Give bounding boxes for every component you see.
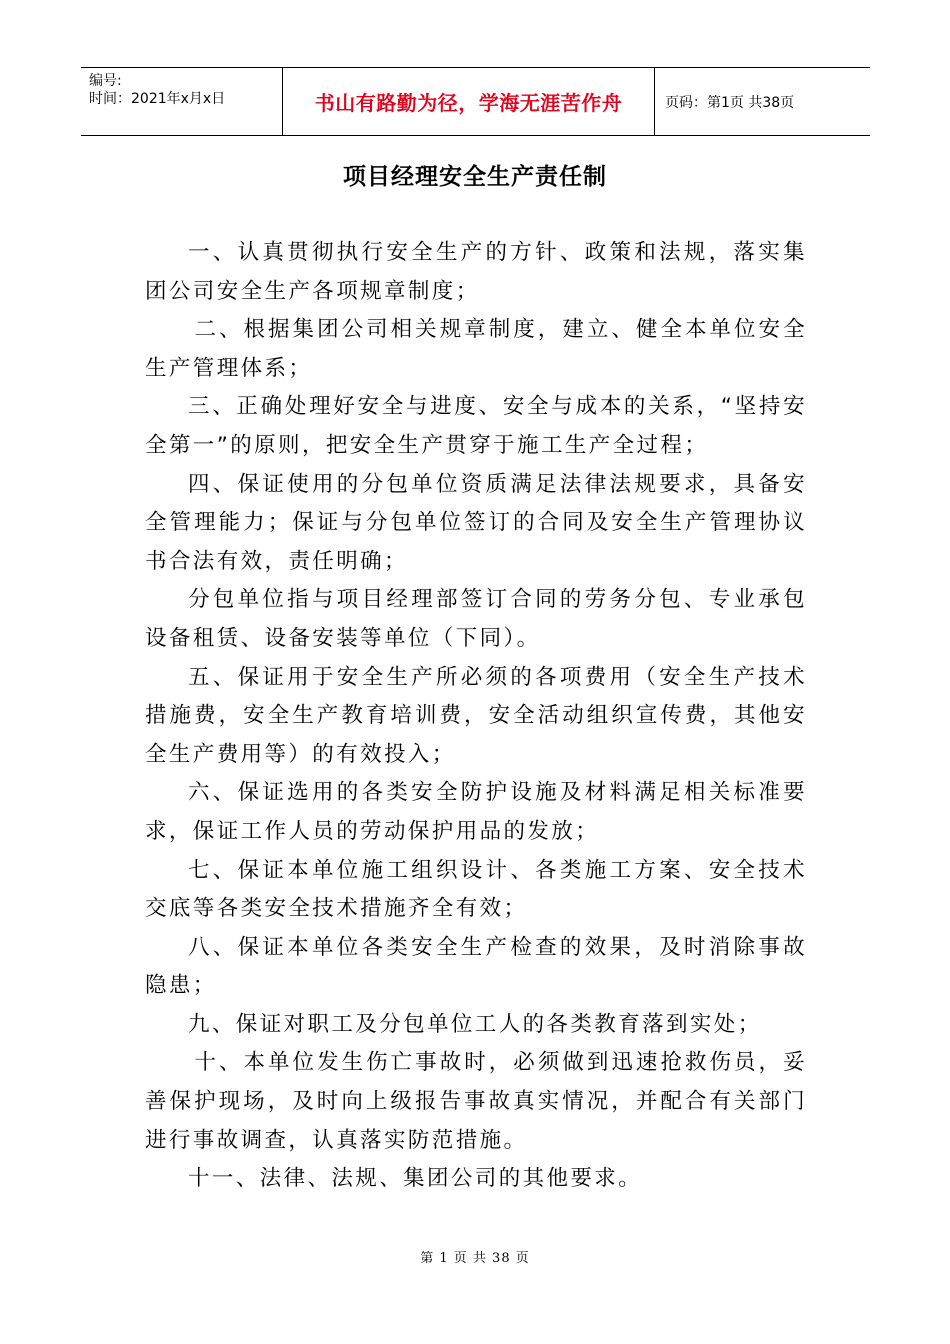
document-body — [145, 234, 807, 1199]
header-motto: 书山有路勤为径，学海无涯苦作舟 — [314, 91, 623, 115]
page-header — [81, 67, 870, 136]
paragraph-7: 七、保证本单位施工组织设计、各类施工方案、安全技术交底等各类安全技术措施齐全有效； — [145, 857, 807, 922]
paragraph-3: 三、正确处理好安全与进度、安全与成本的关系，“坚持安全第一”的原则，把安全生产贯穿于施工生产全过程； — [145, 394, 807, 458]
paragraph-6: 六、保证选用的各类安全防护设施及材料满足相关标准要求，保证工作人员的劳动保护用品的发放； — [145, 780, 807, 844]
document-number-label: 编号: — [89, 73, 122, 89]
paragraph-10: 十、本单位发生伤亡事故时，必须做到迅速抢救伤员，妥善保护现场，及时向上级报告事故真实情况，并配合有关部门进行事故调查，认真落实防范措施。 — [145, 1050, 807, 1153]
header-page-info: 页码：第1页 共38页 — [665, 94, 795, 111]
paragraph-11: 十一、法律、法规、集团公司的其他要求。 — [188, 1166, 643, 1192]
header-page-cell — [655, 68, 870, 135]
paragraph-8: 八、保证本单位各类安全生产检查的效果，及时消除事故隐患； — [145, 934, 807, 999]
document-time-label: 时间：2021年x月x日 — [89, 91, 226, 107]
paragraph-9: 九、保证对职工及分包单位工人的各类教育落到实处； — [188, 1011, 762, 1037]
header-motto-cell — [283, 68, 655, 135]
paragraph-1: 一、认真贯彻执行安全生产的方针、政策和法规，落实集团公司安全生产各项规章制度； — [145, 240, 807, 304]
paragraph-4: 四、保证使用的分包单位资质满足法律法规要求，具备安全管理能力；保证与分包单位签订的合同及安全生产管理协议书合法有效，责任明确； — [145, 471, 807, 574]
header-meta-cell — [81, 68, 283, 135]
paragraph-subcontractor-note: 分包单位指与项目经理部签订合同的劳务分包、专业承包设备租赁、设备安装等单位（下同）。 — [145, 587, 807, 651]
document-title: 项目经理安全生产责任制 — [343, 164, 607, 190]
page-footer: 第 1 页 共 38 页 — [420, 1251, 530, 1266]
paragraph-2: 二、根据集团公司相关规章制度，建立、健全本单位安全生产管理体系； — [145, 317, 807, 381]
paragraph-5: 五、保证用于安全生产所必须的各项费用（安全生产技术措施费，安全生产教育培训费，安全活动组织宣传费，其他安全生产费用等）的有效投入； — [145, 664, 807, 767]
